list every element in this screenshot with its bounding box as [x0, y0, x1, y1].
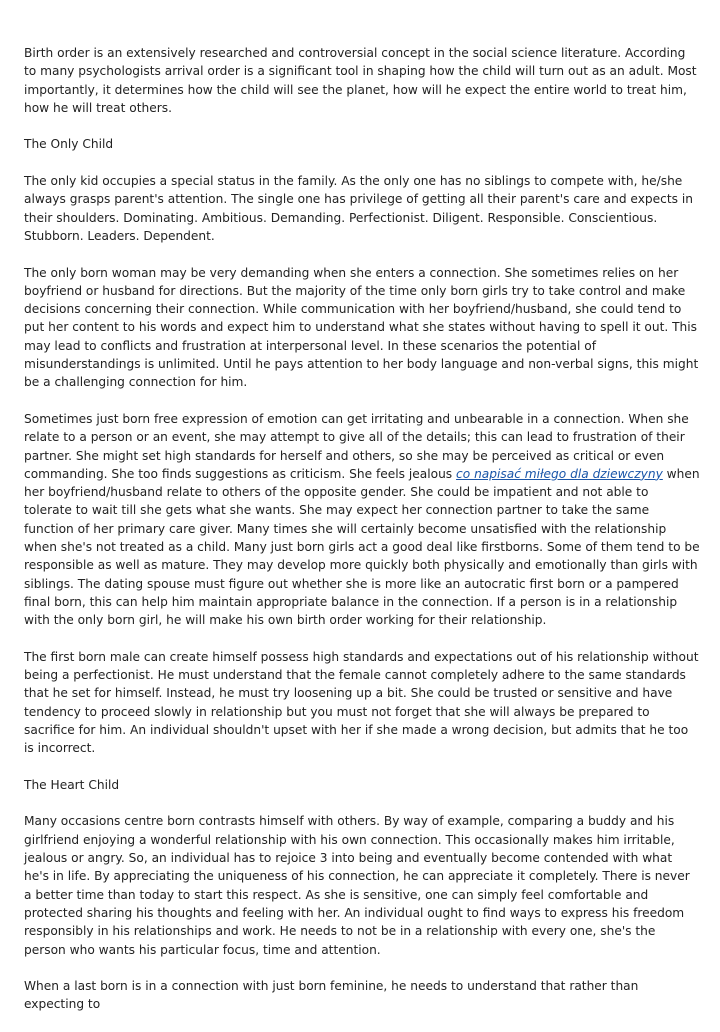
only-born-woman-paragraph: The only born woman may be very demanding when she enters a connection. She sometimes relies on her boyfriend or husband for directions. But the majority of the time only born girls try to take control and make decisions concerning their connection. While communication with her boyfriend/husband, she could tend to put her content to his words and expect him to understand what she states without having to spell it out. This may lead to conflicts and frustration at interpersonal level. In these scenarios the potential of misunderstandings is unlimited. Until he pays attention to her body language and non-verbal signs, this might be a challenging connection for him. [24, 265, 699, 390]
only-child-traits-paragraph: The only kid occupies a special status in the family. As the only one has no siblings to compete with, he/she always grasps parent's attention. The single one has privilege of getting all their parent's care and expects in their shoulders. Dominating. Ambitious. Demanding. Perfectionist. Diligent. Responsible. Conscientious. Stubborn. Leaders. Dependent. [24, 174, 693, 243]
centre-born-paragraph: Many occasions centre born contrasts himself with others. By way of example, comparing a buddy and his girlfriend enjoying a wonderful relationship with his own connection. This occasionally makes him irritable, jealous or angry. So, an individual has to rejoice 3 into being and eventually become contended with what he's in life. By appreciating the uniqueness of his connection, he can appreciate it completely. There is never a better time than today to start this respect. As she is sensitive, one can simply feel comfortable and protected sharing his thoughts and feeling with her. An individual ought to find ways to express his freedom responsibly in his relationships and work. He needs to not be in a relationship with every one, she's the person who wants his particular focus, time and attention. [24, 814, 690, 957]
paragraph-text-before-link: Sometimes just born free expression of emotion can get irritating and unbearable in a connection. When she relate to a person or an event, she may attempt to give all of the details; this can lead to frustration of their partner. She might set high standards for herself and others, so she may be perceived as critical or even commanding. She too finds suggestions as criticism. She feels jealous [24, 411, 689, 481]
article-body [24, 44, 700, 1032]
inline-link[interactable]: co napisać miłego dla dziewczyny [456, 466, 663, 481]
paragraph-text-after-link: when her boyfriend/husband relate to others of the opposite gender. She could be impatient and not able to tolerate to wait till she gets what she wants. She may expect her connection partner to take the same function of her primary care giver. Many times she will certainly become unsatisfied with the relationship when she's not treated as a child. Many just born girls act a good deal like firstborns. Some of them tend to be responsible as well as mature. They may develop more quickly both physically and emotionally than girls with siblings. The dating spouse must figure out whether she is more like an autocratic first born or a pampered final born, this can help him maintain appropriate balance in the connection. If a person is in a relationship with the only born girl, he will make his own birth order working for their relationship. [24, 466, 700, 628]
section-heading-only-child: The Only Child [24, 137, 114, 152]
first-born-male-paragraph: The first born male can create himself possess high standards and expectations out of his relationship without being a perfectionist. He must understand that the female cannot completely adhere to the same standards that he set for himself. Instead, he must try loosening up a bit. She could be trusted or sensitive and have tendency to proceed slowly in relationship but you must not forget that she will always be prepared to sacrifice for him. An individual shouldn't upset with her if she made a wrong decision, but admits that he too is incorrect. [24, 649, 699, 756]
emotion-expression-paragraph [24, 410, 700, 630]
intro-paragraph: Birth order is an extensively researched and controversial concept in the social science literature. According to many psychologists arrival order is a significant tool in shaping how the child will turn out as an adult. Most importantly, it determines how the child will see the planet, how will he expect the entire world to treat him, how he will treat others. [24, 46, 697, 115]
section-heading-heart-child: The Heart Child [24, 777, 120, 792]
last-born-paragraph: When a last born is in a connection with just born feminine, he needs to understand that rather than expecting to [24, 979, 639, 1012]
